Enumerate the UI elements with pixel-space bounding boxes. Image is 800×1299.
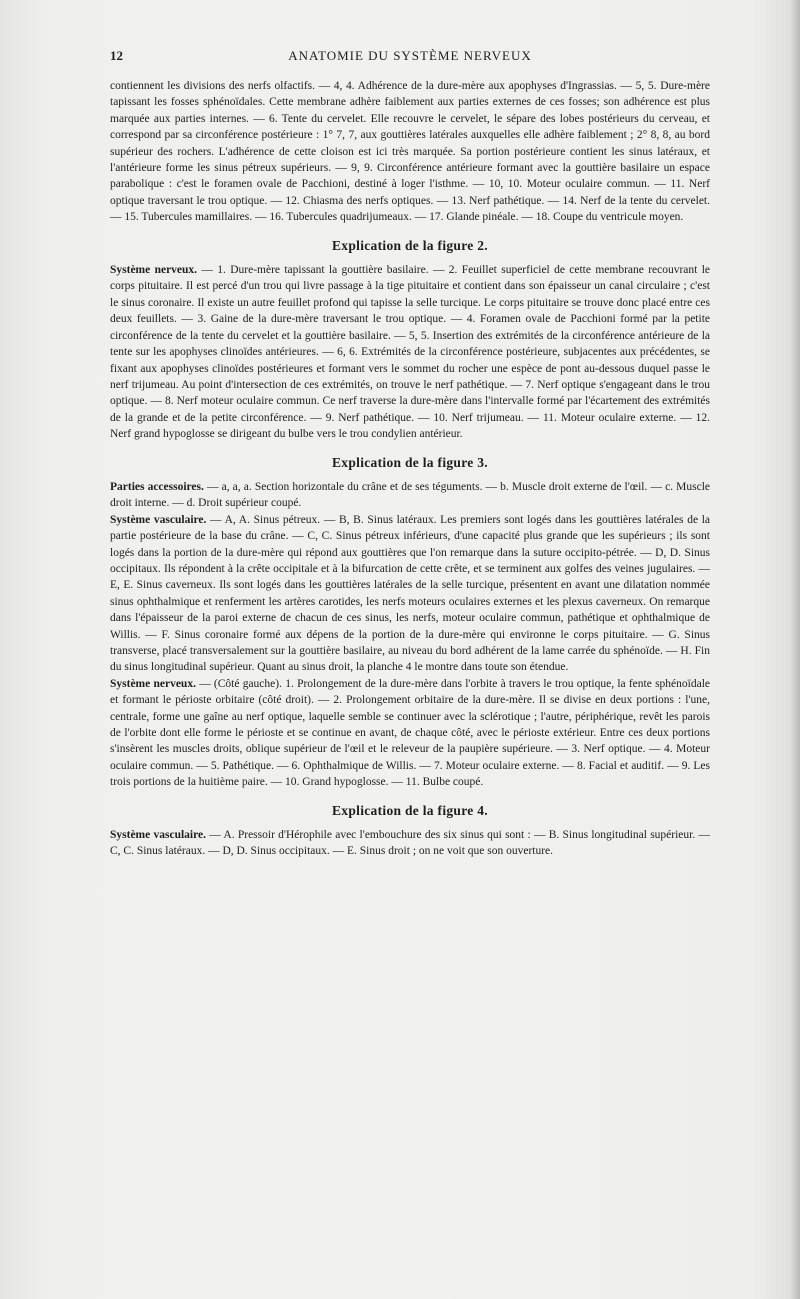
page-edge-shadow [790,0,800,1299]
figure-4-explanation [110,803,710,860]
paragraph [110,512,710,676]
figure-2-explanation [110,238,710,443]
paragraph-text: — 1. Dure-mère tapissant la gouttière basilaire. — 2. Feuillet superficiel de cette membrane recouvrant le corps pituitaire. Il est percé d'un trou qui livre passage à la tige pituitaire et contient dans son épaisseur un canal circulaire ; c'est le sinus coronaire. Il existe un autre feuillet profond qui tapisse la selle turcique. Le corps pituitaire se trouve donc placé entre ces deux feuillets. — 3. Gaine de la dure-mère traversant le trou optique. — 4. Foramen ovale de Pacchioni formé par la petite circonférence de la tente du cervelet et la gouttière basilaire. — 5, 5. Insertion des extrémités de la circonférence antérieure de la tente sur les apophyses clinoïdes antérieures. — 6, 6. Extrémités de la circonférence postérieure, subjacentes aux précédentes, se fixant aux apophyses clinoïdes postérieures et formant vers le sommet du rocher une espèce de pont au-dessous duquel passe le nerf trijumeau. Au point d'intersection de ces extrémités, on trouve le nerf pathétique. — 7. Nerf optique s'engageant dans le trou optique. — 8. Nerf moteur oculaire commun. Ce nerf traverse la dure-mère dans l'intervalle formé par l'écartement des extrémités de la grande et de la petite circonférence. — 9. Nerf pathétique. — 10. Nerf trijumeau. — 11. Moteur oculaire externe. — 12. Nerf grand hypoglosse se dirigeant du bulbe vers le trou condylien antérieur. [110,264,710,441]
paragraph-text: — (Côté gauche). 1. Prolongement de la dure-mère dans l'orbite à travers le trou optique, la fente sphénoïdale et formant le périoste orbitaire (côté droit). — 2. Prolongement orbitaire de la dure-mère. Il se divise en deux portions : l'une, centrale, forme une gaîne au nerf optique, laquelle semble se continuer avec la sclérotique ; l'autre, périphérique, revêt les parois de l'orbite dont elle forme le périoste et se continue en avant, de chaque côté, avec le périoste extérieur. Entre ces deux portions s'insèrent les muscles droits, oblique supérieur de l'œil et le releveur de la paupière supérieure. — 3. Nerf optique. — 4. Moteur oculaire commun. — 5. Pathétique. — 6. Ophthalmique de Willis. — 7. Moteur oculaire externe. — 8. Facial et auditif. — 9. Les trois portions de la huitième paire. — 10. Grand hypoglosse. — 11. Bulbe coupé. [110,677,710,789]
section-heading: Explication de la figure 4. [332,802,488,818]
section-heading: Explication de la figure 3. [332,454,488,470]
section-heading: Explication de la figure 2. [332,237,488,253]
paragraph [110,262,710,442]
paragraph-text: — A, A. Sinus pétreux. — B, B. Sinus latéraux. Les premiers sont logés dans les gouttières latérales de la partie postérieure de la base du crâne. — C, C. Sinus pétreux inférieurs, d'une capacité plus grande que les supérieurs ; ils sont logés dans la portion de la dure-mère qui répond aux gouttières que l'on remarque dans la suture occipito-pétrée. — D, D. Sinus occipitaux. Ils répondent à la crête occipitale et à la bifurcation de cette crête, et se terminent aux golfes des veines jugulaires. — E, E. Sinus caverneux. Ils sont logés dans les gouttières latérales de la selle turcique, présentent en avant une dilatation nommée sinus ophthalmique et renferment les artères carotides, les nerfs moteurs oculaires externes et les plexus caverneux. On remarque dans l'épaisseur de la paroi externe de chacun de ces sinus, les nerfs, moteur oculaire commun, pathétique et ophthalmique de Willis. — F. Sinus coronaire formé aux dépens de la portion de la dure-mère qui environne le corps pituitaire. — G. Sinus transverse, placé transversalement sur la gouttière basilaire, au niveau du bord adhérent de la lame carrée du sphénoïde. — H. Fin du sinus longitudinal supérieur. Quant au sinus droit, la planche 4 le montre dans toute son étendue. [110,513,710,674]
page-body [110,78,710,860]
page-number: 12 [110,48,123,63]
paragraph [110,676,710,791]
paragraph-lead: Système nerveux. [110,677,196,690]
paragraph-lead: Système vasculaire. [110,513,207,526]
figure-3-explanation [110,455,710,791]
paragraph [110,479,710,512]
paragraph-text: — a, a, a. Section horizontale du crâne et de ses téguments. — b. Muscle droit externe de l'œil. — c. Muscle droit interne. — d. Droit supérieur coupé. [110,480,710,510]
paragraph-lead: Système nerveux. [110,264,198,277]
paragraph-text: — A. Pressoir d'Hérophile avec l'embouchure des six sinus qui sont : — B. Sinus longitudinal supérieur. — C, C. Sinus latéraux. — D, D. Sinus occipitaux. — E. Sinus droit ; on ne voit que son ouverture. [110,829,711,858]
intro-paragraph: contiennent les divisions des nerfs olfactifs. — 4, 4. Adhérence de la dure-mère aux apophyses d'Ingrassias. — 5, 5. Dure-mère tapissant les fosses sphénoïdales. Cette membrane adhère faiblement aux parties externes de ces fosses; son adhérence est plus marquée aux parties internes. — 6. Tente du cervelet. Elle recouvre le cervelet, le sépare des lobes postérieurs du cerveau, et correspond par sa circonférence postérieure : 1° 7, 7, aux gouttières latérales auxquelles elle adhère faiblement ; 2° 8, 8, au bord supérieur des rochers. L'adhérence de cette cloison est ici très marquée. Sa portion postérieure contient les sinus latéraux, et l'antérieure forme les sinus pétreux supérieurs. — 9, 9. Circonférence antérieure formant avec la gouttière basilaire un espace parabolique : c'est le foramen ovale de Pacchioni, destiné à loger l'isthme. — 10, 10. Moteur oculaire commun. — 11. Nerf optique traversant le trou optique. — 12. Chiasma des nerfs optiques. — 13. Nerf pathétique. — 14. Nerf de la tente du cervelet. — 15. Tubercules mamillaires. — 16. Tubercules quadrijumeaux. — 17. Glande pinéale. — 18. Coupe du ventricule moyen. [110,80,710,224]
paragraph [110,827,710,860]
paragraph-lead: Système vasculaire. [110,829,206,842]
paragraph-lead: Parties accessoires. [110,480,204,493]
running-title: ANATOMIE DU SYSTÈME NERVEUX [288,48,532,63]
page-header [110,48,710,68]
